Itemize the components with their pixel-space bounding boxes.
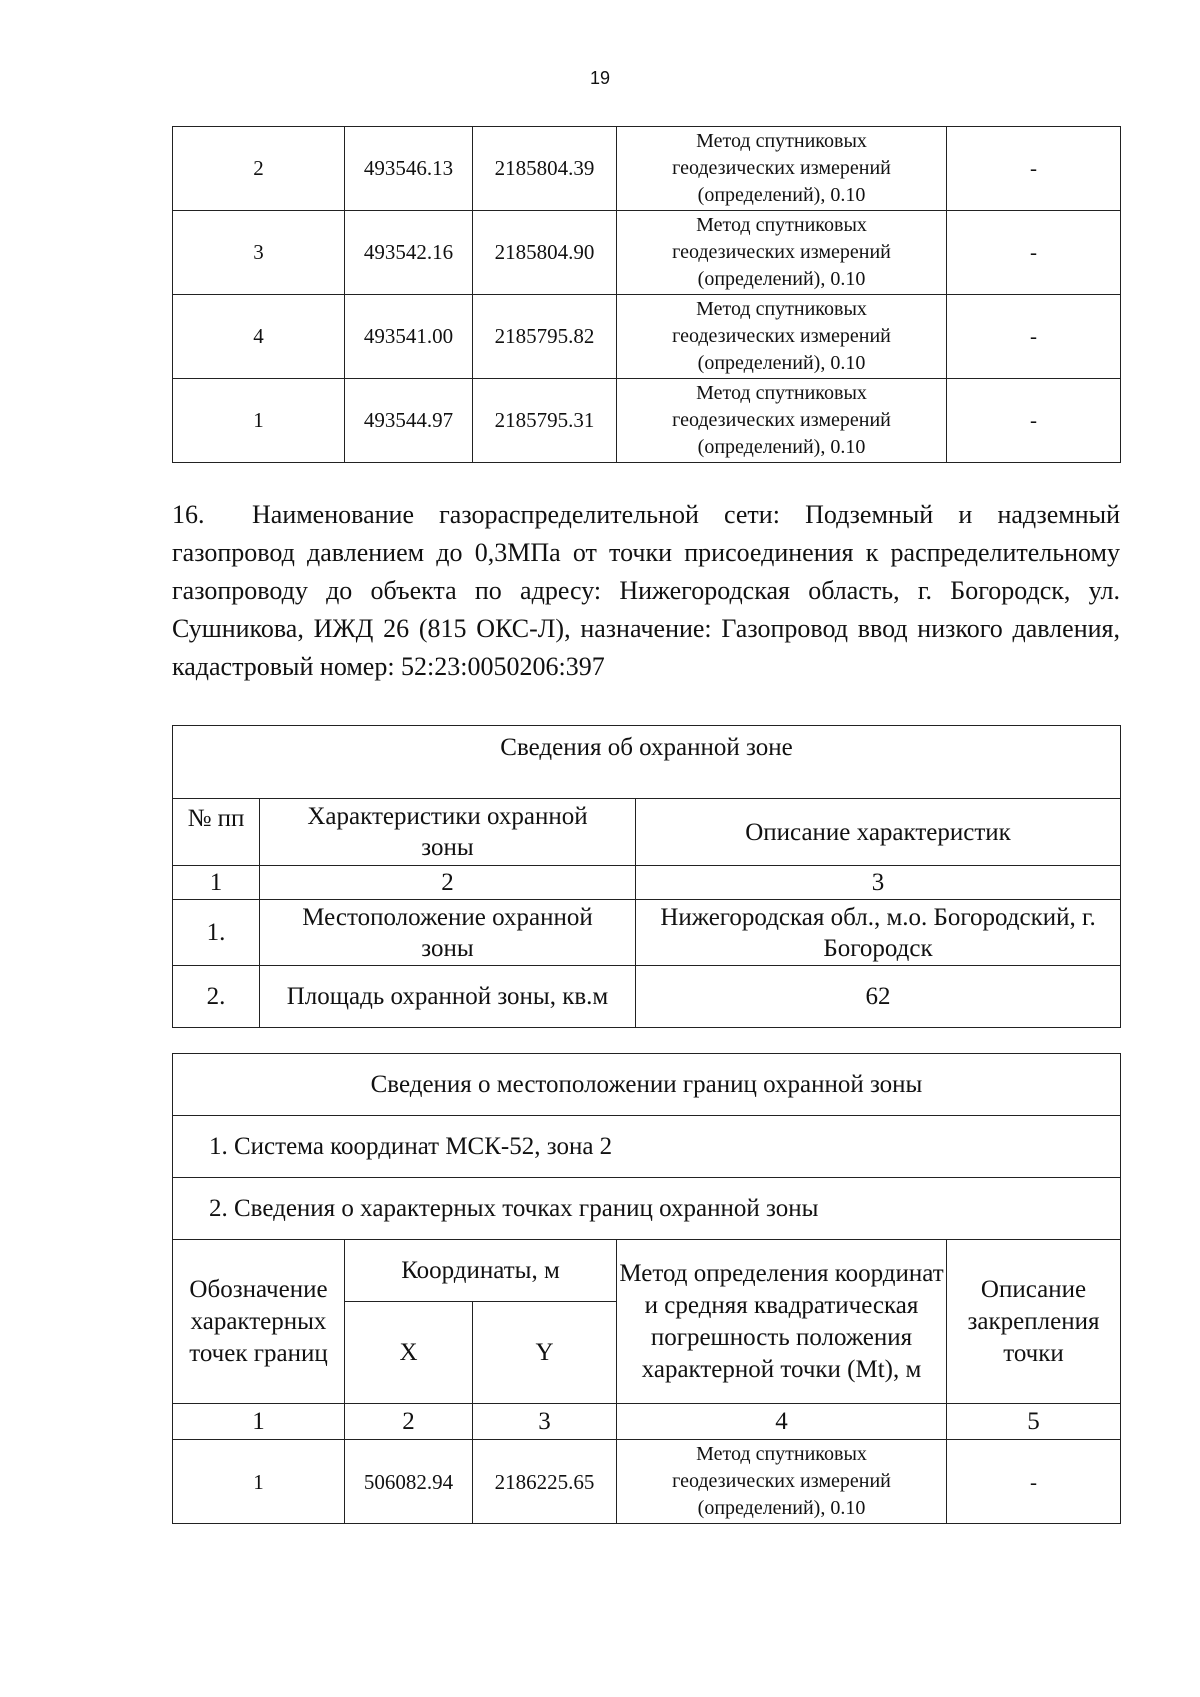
method-cell [617, 211, 947, 295]
index-cell: 3 [636, 866, 1121, 900]
header-x: X [345, 1302, 473, 1404]
row-num: 2. [173, 966, 260, 1028]
desc-cell: - [947, 379, 1121, 463]
method-line: геодезических измерений [672, 409, 891, 431]
y-cell: 2185795.31 [473, 379, 617, 463]
points-title-row [173, 1178, 1121, 1240]
y-cell: 2185795.82 [473, 295, 617, 379]
y-cell: 2186225.65 [473, 1440, 617, 1524]
table-title-row [173, 726, 1121, 799]
x-cell: 493544.97 [345, 379, 473, 463]
header-fixing: Описание закрепления точки [947, 1240, 1121, 1404]
index-cell: 2 [345, 1404, 473, 1440]
index-cell: 1 [173, 1404, 345, 1440]
method-line: Метод спутниковых [696, 214, 867, 236]
paragraph-number: 16. [172, 500, 205, 529]
header-designation: Обозначение характерных точек границ [173, 1240, 345, 1404]
y-cell: 2185804.90 [473, 211, 617, 295]
header-characteristics: Характеристики охранной зоны [260, 799, 636, 866]
protection-zone-table [172, 725, 1121, 1028]
x-cell: 493542.16 [345, 211, 473, 295]
method-line: Метод спутниковых [696, 382, 867, 404]
method-line: Метод спутниковых [696, 130, 867, 152]
method-cell [617, 379, 947, 463]
index-cell: 2 [260, 866, 636, 900]
index-cell: 1 [173, 866, 260, 900]
index-cell: 5 [947, 1404, 1121, 1440]
coordinates-table-continued [172, 126, 1121, 463]
method-line: геодезических измерений [672, 1470, 891, 1492]
table-row [173, 900, 1121, 966]
method-line: (определений), 0.10 [697, 352, 866, 374]
coordinate-system: 1. Система координат МСК-52, зона 2 [173, 1116, 1121, 1178]
point-cell: 3 [173, 211, 345, 295]
table-row [173, 966, 1121, 1028]
row-value: 62 [636, 966, 1121, 1028]
index-cell: 3 [473, 1404, 617, 1440]
table-title-row [173, 1054, 1121, 1116]
row-num: 1. [173, 900, 260, 966]
method-cell [617, 127, 947, 211]
point-cell: 4 [173, 295, 345, 379]
table-header-row [173, 1240, 1121, 1302]
method-line: (определений), 0.10 [697, 184, 866, 206]
method-line: (определений), 0.10 [697, 436, 866, 458]
section-paragraph [172, 496, 1120, 686]
header-y: Y [473, 1302, 617, 1404]
method-line: геодезических измерений [672, 157, 891, 179]
zone-boundaries-table [172, 1053, 1121, 1524]
table-header-row [173, 799, 1121, 866]
x-cell: 506082.94 [345, 1440, 473, 1524]
table-title: Сведения об охранной зоне [173, 726, 1121, 799]
table-index-row [173, 1404, 1121, 1440]
x-cell: 493541.00 [345, 295, 473, 379]
method-line: Метод спутниковых [696, 1443, 867, 1465]
table-row [173, 211, 1121, 295]
table-row [173, 295, 1121, 379]
desc-cell: - [947, 211, 1121, 295]
coordinate-system-row [173, 1116, 1121, 1178]
row-name: Площадь охранной зоны, кв.м [260, 966, 636, 1028]
x-cell: 493546.13 [345, 127, 473, 211]
y-cell: 2185804.39 [473, 127, 617, 211]
row-value: Нижегородская обл., м.о. Богородский, г. Богородск [636, 900, 1121, 966]
method-line: (определений), 0.10 [697, 1497, 866, 1519]
index-cell: 4 [617, 1404, 947, 1440]
point-cell: 2 [173, 127, 345, 211]
table-row [173, 379, 1121, 463]
row-name: Местоположение охранной зоны [260, 900, 636, 966]
header-description: Описание характеристик [636, 799, 1121, 866]
table-index-row [173, 866, 1121, 900]
desc-cell: - [947, 295, 1121, 379]
desc-cell: - [947, 127, 1121, 211]
method-line: геодезических измерений [672, 241, 891, 263]
point-cell: 1 [173, 379, 345, 463]
table-title: Сведения о местоположении границ охранной зоны [173, 1054, 1121, 1116]
paragraph-text: Наименование газораспределительной сети: Подземный и надземный газопровод давлением до 0,3МПа от точки присоединения к распределительному газопроводу до объекта по адресу: Нижегородская область, г. Богородск, ул. Сушникова, ИЖД 26 (815 ОКС-Л), назначение: Газопровод ввод низкого давления, кадастровый номер: 52:23:0050206:397 [172, 500, 1120, 681]
method-cell [617, 1440, 947, 1524]
point-cell: 1 [173, 1440, 345, 1524]
table-row [173, 1440, 1121, 1524]
header-num: № пп [173, 799, 260, 866]
table-row [173, 127, 1121, 211]
desc-cell: - [947, 1440, 1121, 1524]
method-cell [617, 295, 947, 379]
method-line: (определений), 0.10 [697, 268, 866, 290]
header-method: Метод определения координат и средняя квадратическая погрешность положения характерной точки (Mt), м [617, 1240, 947, 1404]
header-coordinates: Координаты, м [345, 1240, 617, 1302]
page-number: 19 [589, 68, 611, 88]
method-line: Метод спутниковых [696, 298, 867, 320]
points-title: 2. Сведения о характерных точках границ охранной зоны [173, 1178, 1121, 1240]
method-line: геодезических измерений [672, 325, 891, 347]
